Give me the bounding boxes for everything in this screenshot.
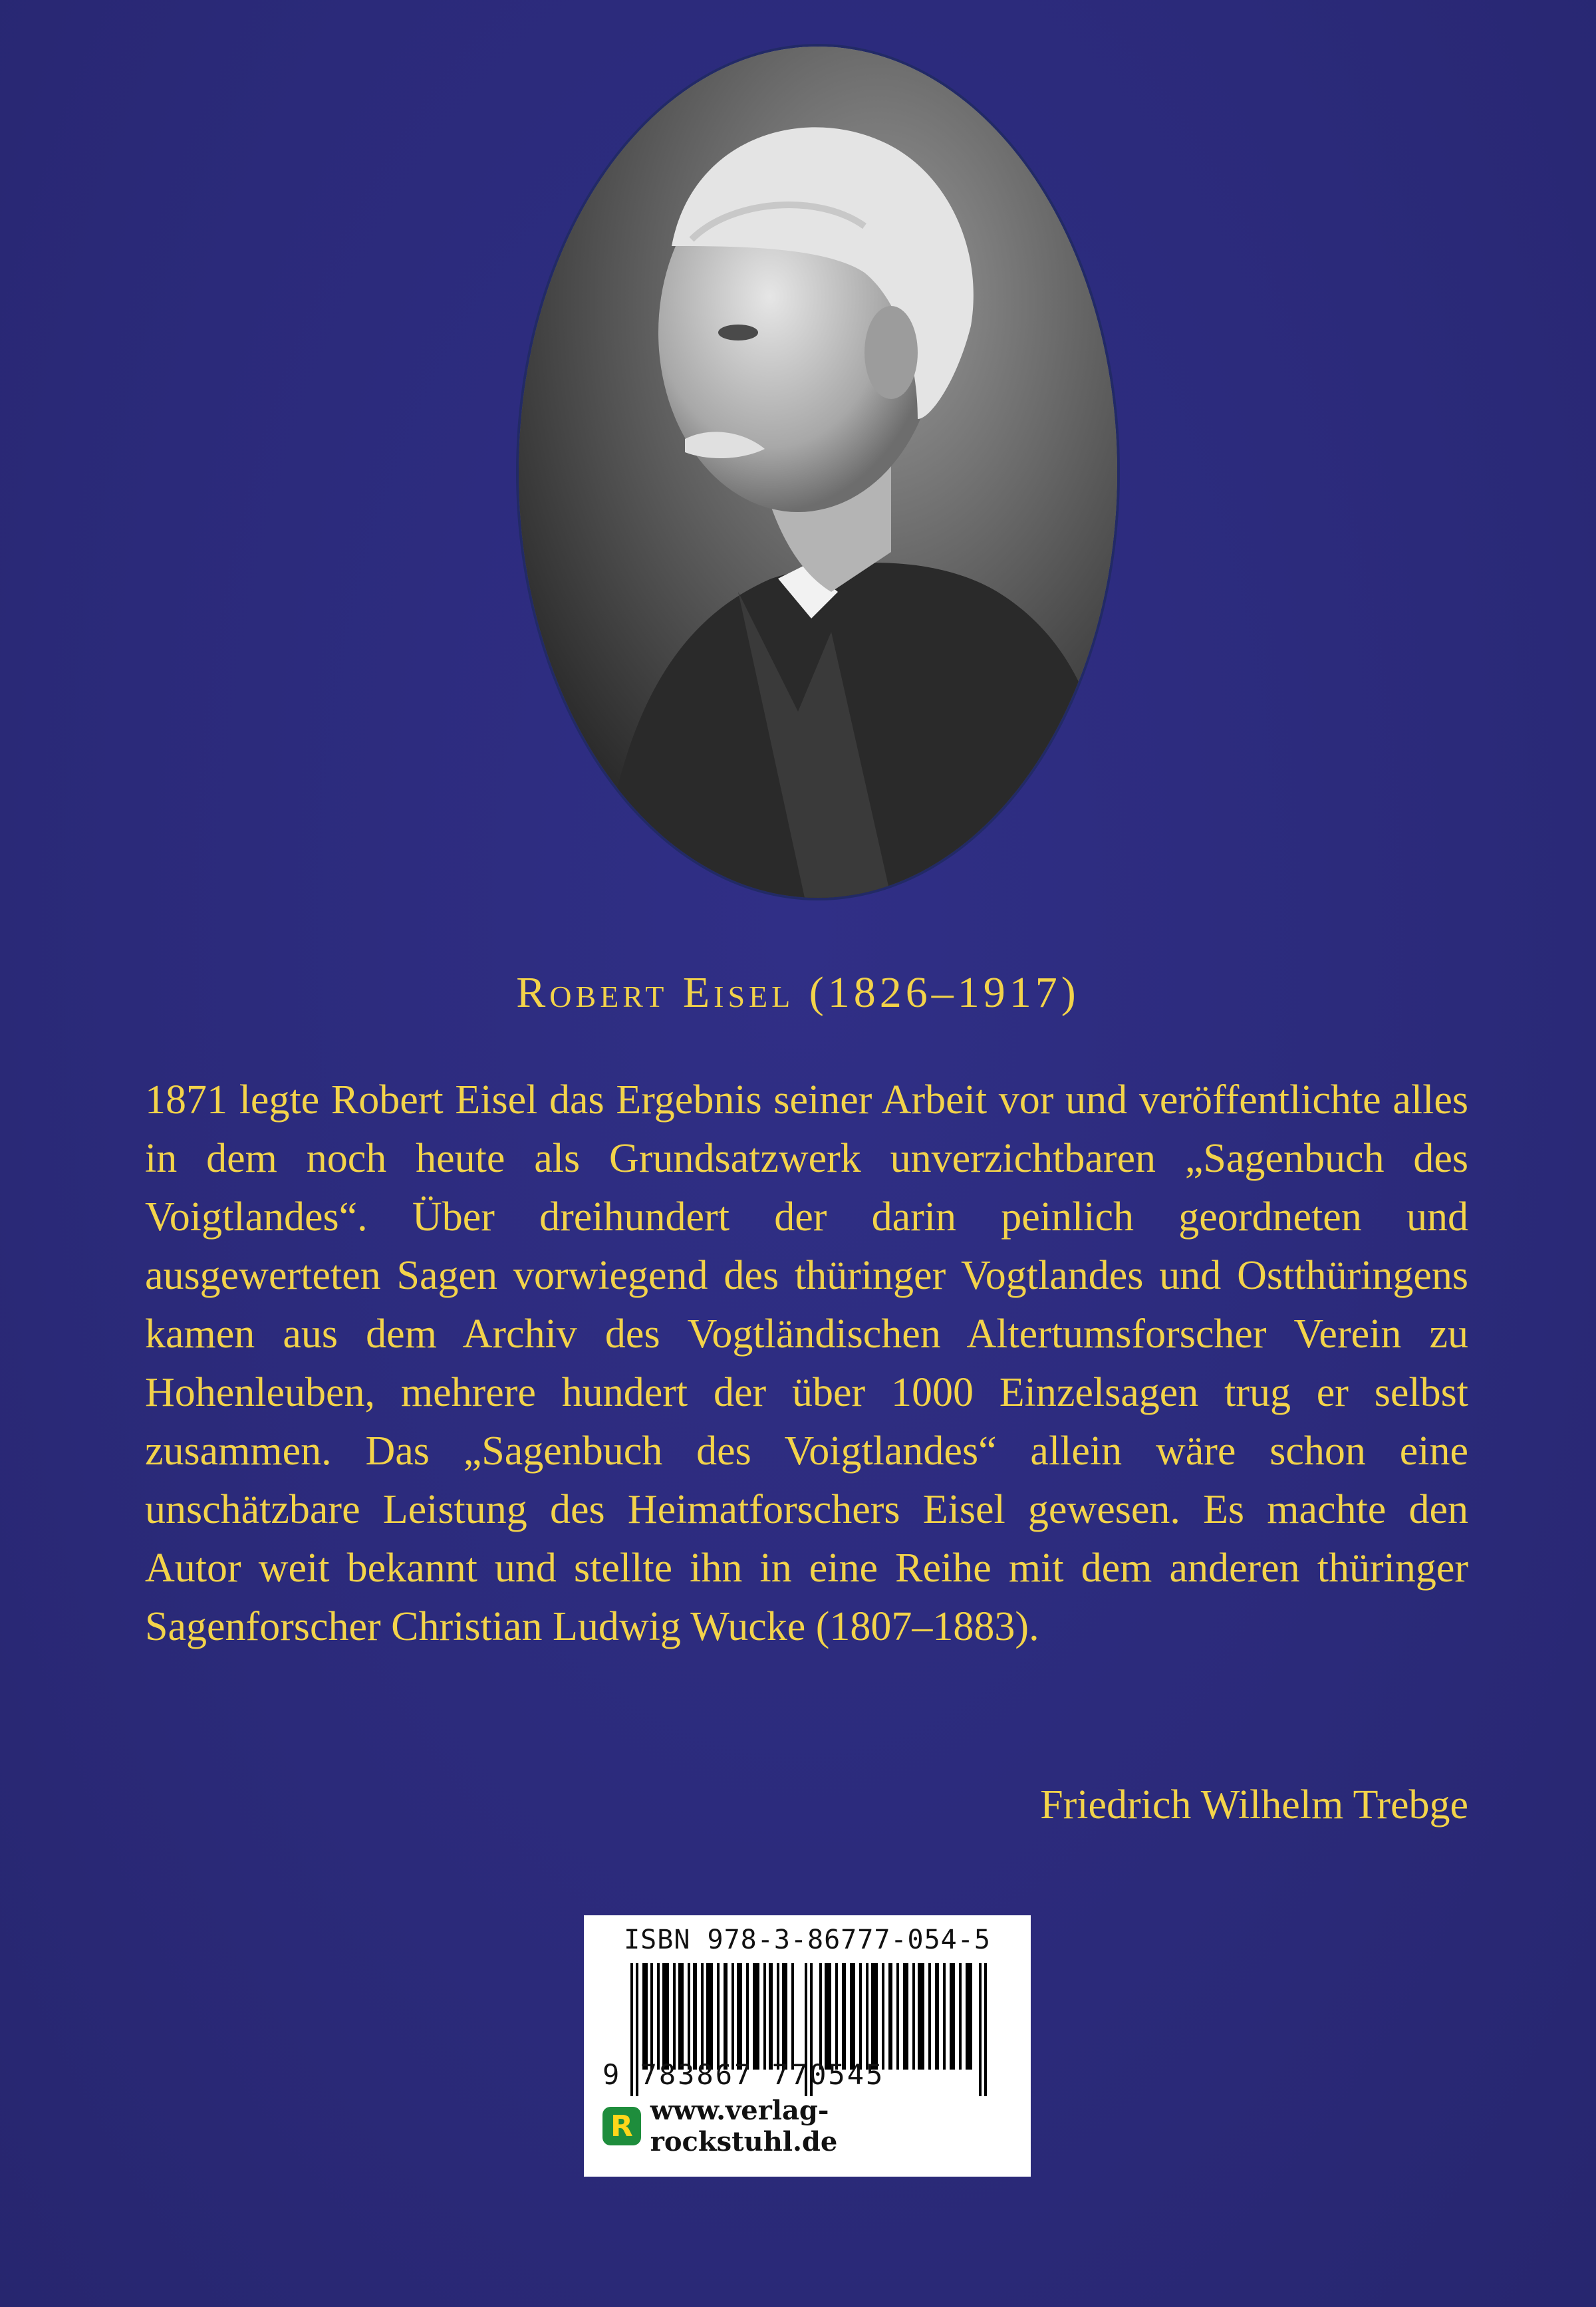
barcode-digits: 9 783867 770545 [602, 2058, 885, 2091]
blurb-signature: Friedrich Wilhelm Trebge [1040, 1782, 1468, 1828]
blurb-paragraph: 1871 legte Robert Eisel das Ergebnis seiner Arbeit vor und veröffentlichte alles in dem noch heute als Grundsatzwerk unverzichtbaren „Sagenbuch des Voigtlandes“. Über dreihundert der darin peinlich geordneten und ausgewerteten Sagen vorwiegend des thüringer Vogtlandes und Ostthüringens kamen aus dem Archiv des Vogtländischen Altertumsforscher Verein zu Hohenleuben, mehrere hundert der über 1000 Einzelsagen trug er selbst zusammen. Das „Sagenbuch des Voigtlandes“ allein wäre schon eine unschätzbare Leistung des Heimatforschers Eisel gewesen. Es machte den Autor weit bekannt und stellte ihn in eine Reihe mit dem anderen thüringer Sagenforscher Christian Ludwig Wucke (1807–1883). [145, 1077, 1468, 1649]
isbn-barcode-block [584, 1915, 1031, 2177]
portrait-photo [519, 47, 1117, 898]
isbn-label: ISBN 978-3-86777-054-5 [624, 1925, 991, 1955]
author-caption: Robert Eisel (1826–1917) [516, 968, 1080, 1017]
publisher-logo-icon: R [602, 2107, 641, 2145]
publisher-url: www.verlag-rockstuhl.de [650, 2095, 838, 2157]
author-portrait [519, 47, 1117, 898]
publisher-row [602, 2095, 1015, 2157]
